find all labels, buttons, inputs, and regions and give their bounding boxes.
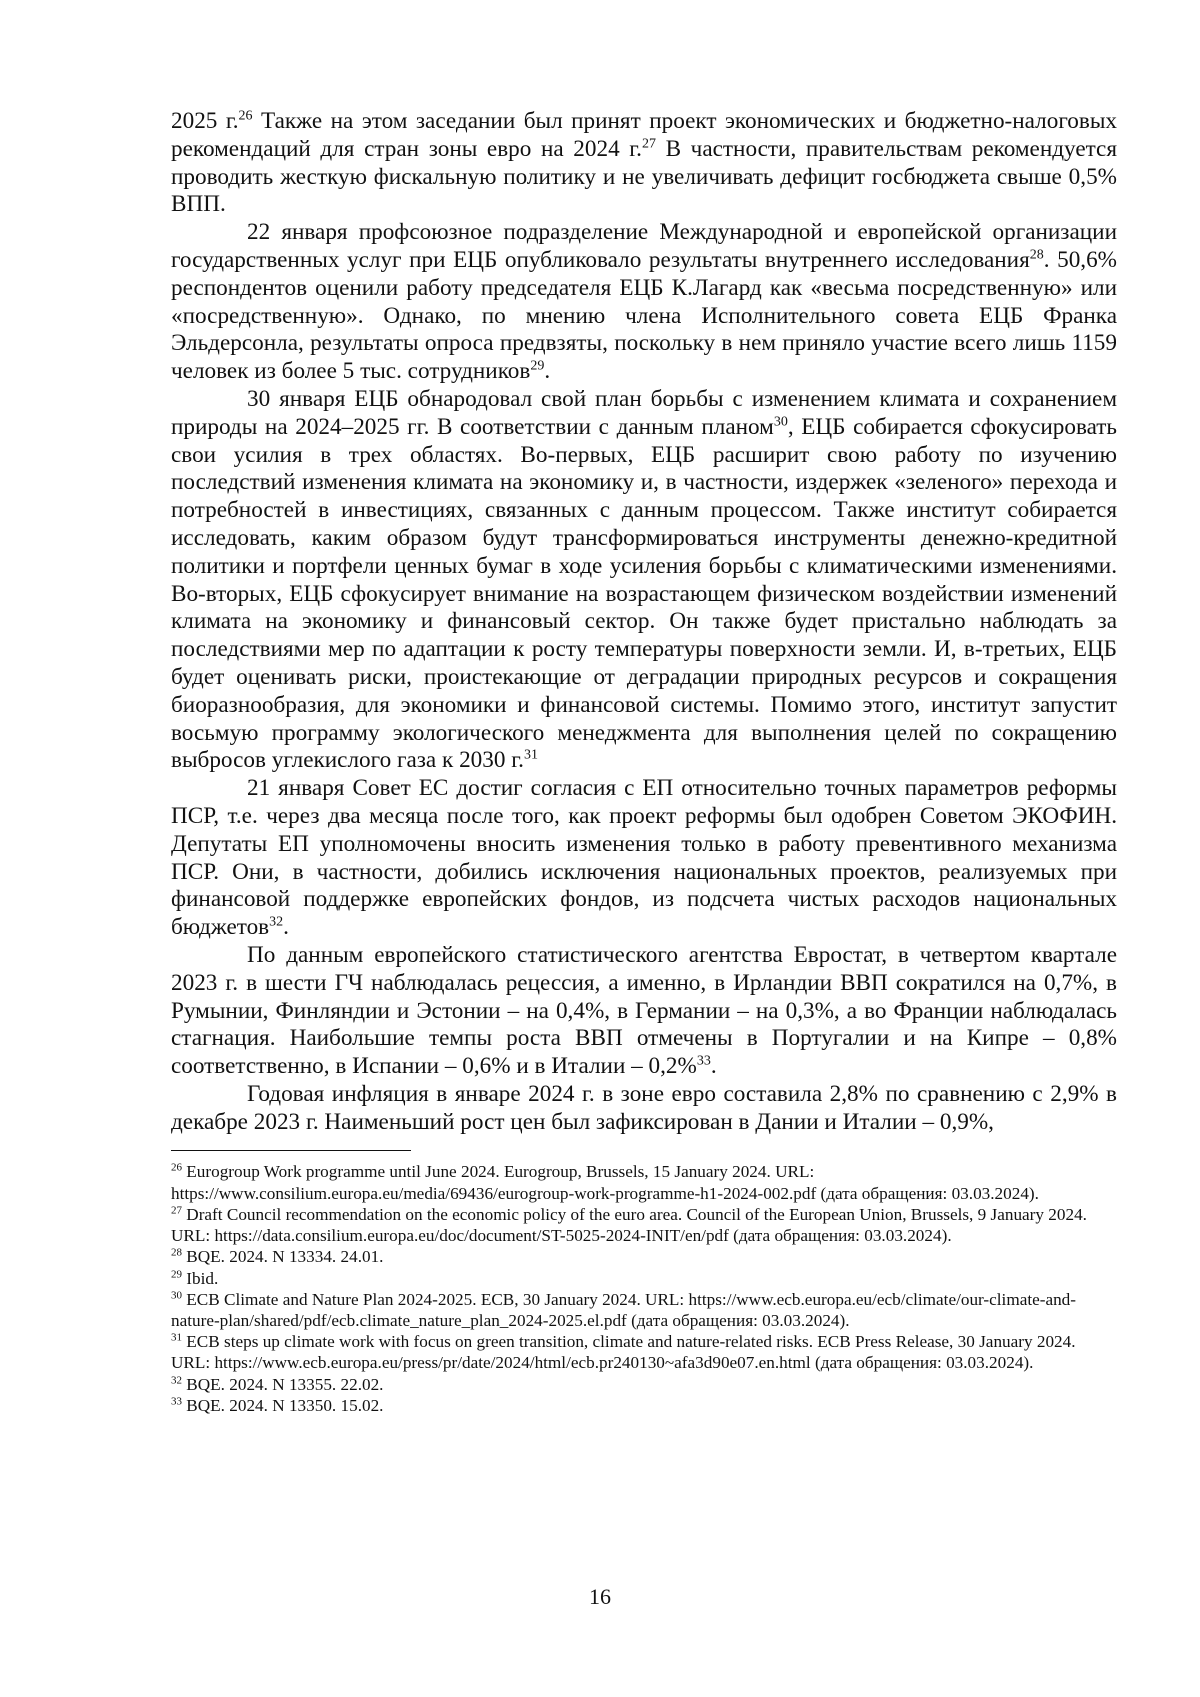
text-run: 2025 г. <box>171 108 239 134</box>
text-run: , ЕЦБ собирается сфокусировать свои усилия в трех областях. Во-первых, ЕЦБ расширит свою работу по изучению последствий изменения климата на экономику и, в частности, издержек «зеленого» перехода и потребностей в инвестициях, связанных с данным процессом. Также институт собирается исследовать, каким образом будут трансформироваться инструменты денежно-кредитной политики и портфели ценных бумаг в ходе усиления борьбы с климатическими изменениями. Во-вторых, ЕЦБ сфокусирует внимание на возрастающем физическом воздействии изменений климата на экономику и финансовый сектор. Он также будет пристально наблюдать за последствиями мер по адаптации к росту температуры поверхности земли. И, в-третьих, ЕЦБ будет оценивать риски, проистекающие от деградации природных ресурсов и сокращения биоразнообразия, для экономики и финансовой системы. Помимо этого, институт запустит восьмую программу экологического менеджмента для выполнения целей по сокращению выбросов углекислого газа к 2030 г. <box>171 413 1117 774</box>
paragraph <box>171 1081 1117 1137</box>
footnote-text: BQE. 2024. N 13334. 24.01. <box>182 1247 384 1267</box>
page-number: 16 <box>589 1584 611 1609</box>
footnote-number: 29 <box>171 1267 182 1280</box>
footnote <box>171 1246 1117 1267</box>
text-run: По данным европейского статистического агентства Евростат, в четвертом квартале 2023 г. в шести ГЧ наблюдалась рецессия, а именно, в Ирландии ВВП сократился на 0,7%, в Румынии, Финляндии и Эстонии – на 0,4%, в Германии – на 0,3%, а во Франции наблюдалась стагнация. Наибольшие темпы роста ВВП отмечены в Португалии и на Кипре – 0,8% соответственно, в Испании – 0,6% и в Италии – 0,2% <box>171 941 1117 1080</box>
footnote-ref[interactable]: 26 <box>238 108 253 124</box>
footnote <box>171 1331 1117 1373</box>
footnote-ref[interactable]: 27 <box>641 136 656 152</box>
paragraph <box>171 775 1117 942</box>
footnote <box>171 1374 1117 1395</box>
text-run: В частности, правительствам рекомендуется проводить жесткую фискальную политику и не увеличивать дефицит госбюджета свыше 0,5% ВПП. <box>171 135 1117 218</box>
footnote-ref[interactable]: 29 <box>530 358 545 374</box>
footnote-text: BQE. 2024. N 13355. 22.02. <box>182 1374 384 1394</box>
footnote-number: 30 <box>171 1288 182 1301</box>
footnote <box>171 1204 1117 1246</box>
footnote-text: Eurogroup Work programme until June 2024. Eurogroup, Brussels, 15 January 2024. URL: https://www.consilium.europa.eu/media/69436/eurogroup-work-programme-h1-2024-002.pdf (дата обращения: 03.03.2024). <box>171 1162 1039 1203</box>
paragraph <box>171 219 1117 386</box>
footnote-number: 28 <box>171 1246 182 1259</box>
footnote-text: ECB steps up climate work with focus on green transition, climate and nature-related risks. ECB Press Release, 30 January 2024. URL: https://www.ecb.europa.eu/press/pr/date/2024/html/ecb.pr240130~afa3d90e07.en.html (дата обращения: 03.03.2024). <box>171 1332 1076 1373</box>
text-run: 30 января ЕЦБ обнародовал свой план борьбы с изменением климата и сохранением природы на 2024–2025 гг. В соответствии с данным планом <box>171 385 1117 440</box>
paragraph <box>171 108 1117 219</box>
footnote-number: 32 <box>171 1373 182 1386</box>
paragraph <box>171 386 1117 775</box>
footnote <box>171 1395 1117 1416</box>
text-run: . <box>710 1053 717 1080</box>
footnote-ref[interactable]: 32 <box>269 914 284 930</box>
footnote-number: 33 <box>171 1394 182 1407</box>
body-text <box>171 108 1117 1136</box>
footnote-text: Draft Council recommendation on the economic policy of the euro area. Council of the European Union, Brussels, 9 January 2024. URL: https://data.consilium.europa.eu/doc/document/ST-5025-2024-INIT/en/pdf (дата обращения: 03.03.2024). <box>171 1204 1087 1246</box>
footnote-text: ECB Climate and Nature Plan 2024-2025. ECB, 30 January 2024. URL: https://www.ecb.europa.eu/ecb/climate/our-climate-and-nature-plan/shared/pdf/ecb.climate_nature_plan_2024-2025.el.pdf (дата обращения: 03.03.2024). <box>171 1289 1076 1330</box>
footnote-ref[interactable]: 31 <box>523 747 538 763</box>
footnote-text: BQE. 2024. N 13350. 15.02. <box>182 1395 384 1415</box>
footnote <box>171 1161 1117 1203</box>
footnote <box>171 1289 1117 1331</box>
footnote-ref[interactable]: 33 <box>696 1053 711 1069</box>
footnote-ref[interactable]: 28 <box>1029 247 1044 263</box>
document-page <box>171 108 1117 1416</box>
text-run: . <box>544 358 551 385</box>
footnote-separator <box>171 1150 411 1151</box>
text-run: 21 января Совет ЕС достиг согласия с ЕП относительно точных параметров реформы ПСР, т.е. через два месяца после того, как проект реформы был одобрен Советом ЭКОФИН. Депутаты ЕП уполномочены вносить изменения только в работу превентивного механизма ПСР. Они, в частности, добились исключения национальных проектов, реализуемых при финансовой поддержке европейских фондов, из подсчета чистых расходов национальных бюджетов <box>171 775 1117 941</box>
footnote-number: 31 <box>171 1331 182 1344</box>
text-run: Годовая инфляция в январе 2024 г. в зоне евро составила 2,8% по сравнению с 2,9% в декабре 2023 г. Наименьший рост цен был зафиксирован в Дании и Италии – 0,9%, <box>171 1080 1117 1135</box>
footnotes <box>171 1161 1117 1415</box>
paragraph <box>171 942 1117 1081</box>
footnote-ref[interactable]: 30 <box>773 414 788 430</box>
footnote <box>171 1268 1117 1289</box>
text-run: . 50,6% респондентов оценили работу председателя ЕЦБ К.Лагард как «весьма посредственную» или «посредственную». Однако, по мнению члена Исполнительного совета ЕЦБ Франка Эльдерсонла, результаты опроса предвзяты, поскольку в нем приняло участие всего лишь 1159 человек из более 5 тыс. сотрудников <box>171 246 1117 385</box>
text-run: . <box>283 914 289 941</box>
footnote-text: Ibid. <box>182 1268 219 1288</box>
text-run: 22 января профсоюзное подразделение Международной и европейской организации государственных услуг при ЕЦБ опубликовало результаты внутреннего исследования <box>171 219 1117 273</box>
footnote-number: 26 <box>171 1161 182 1174</box>
text-run: Также на этом заседании был принят проект экономических и бюджетно-налоговых рекомендаций для стран зоны евро на 2024 г. <box>171 108 1117 162</box>
footnote-number: 27 <box>171 1204 182 1217</box>
